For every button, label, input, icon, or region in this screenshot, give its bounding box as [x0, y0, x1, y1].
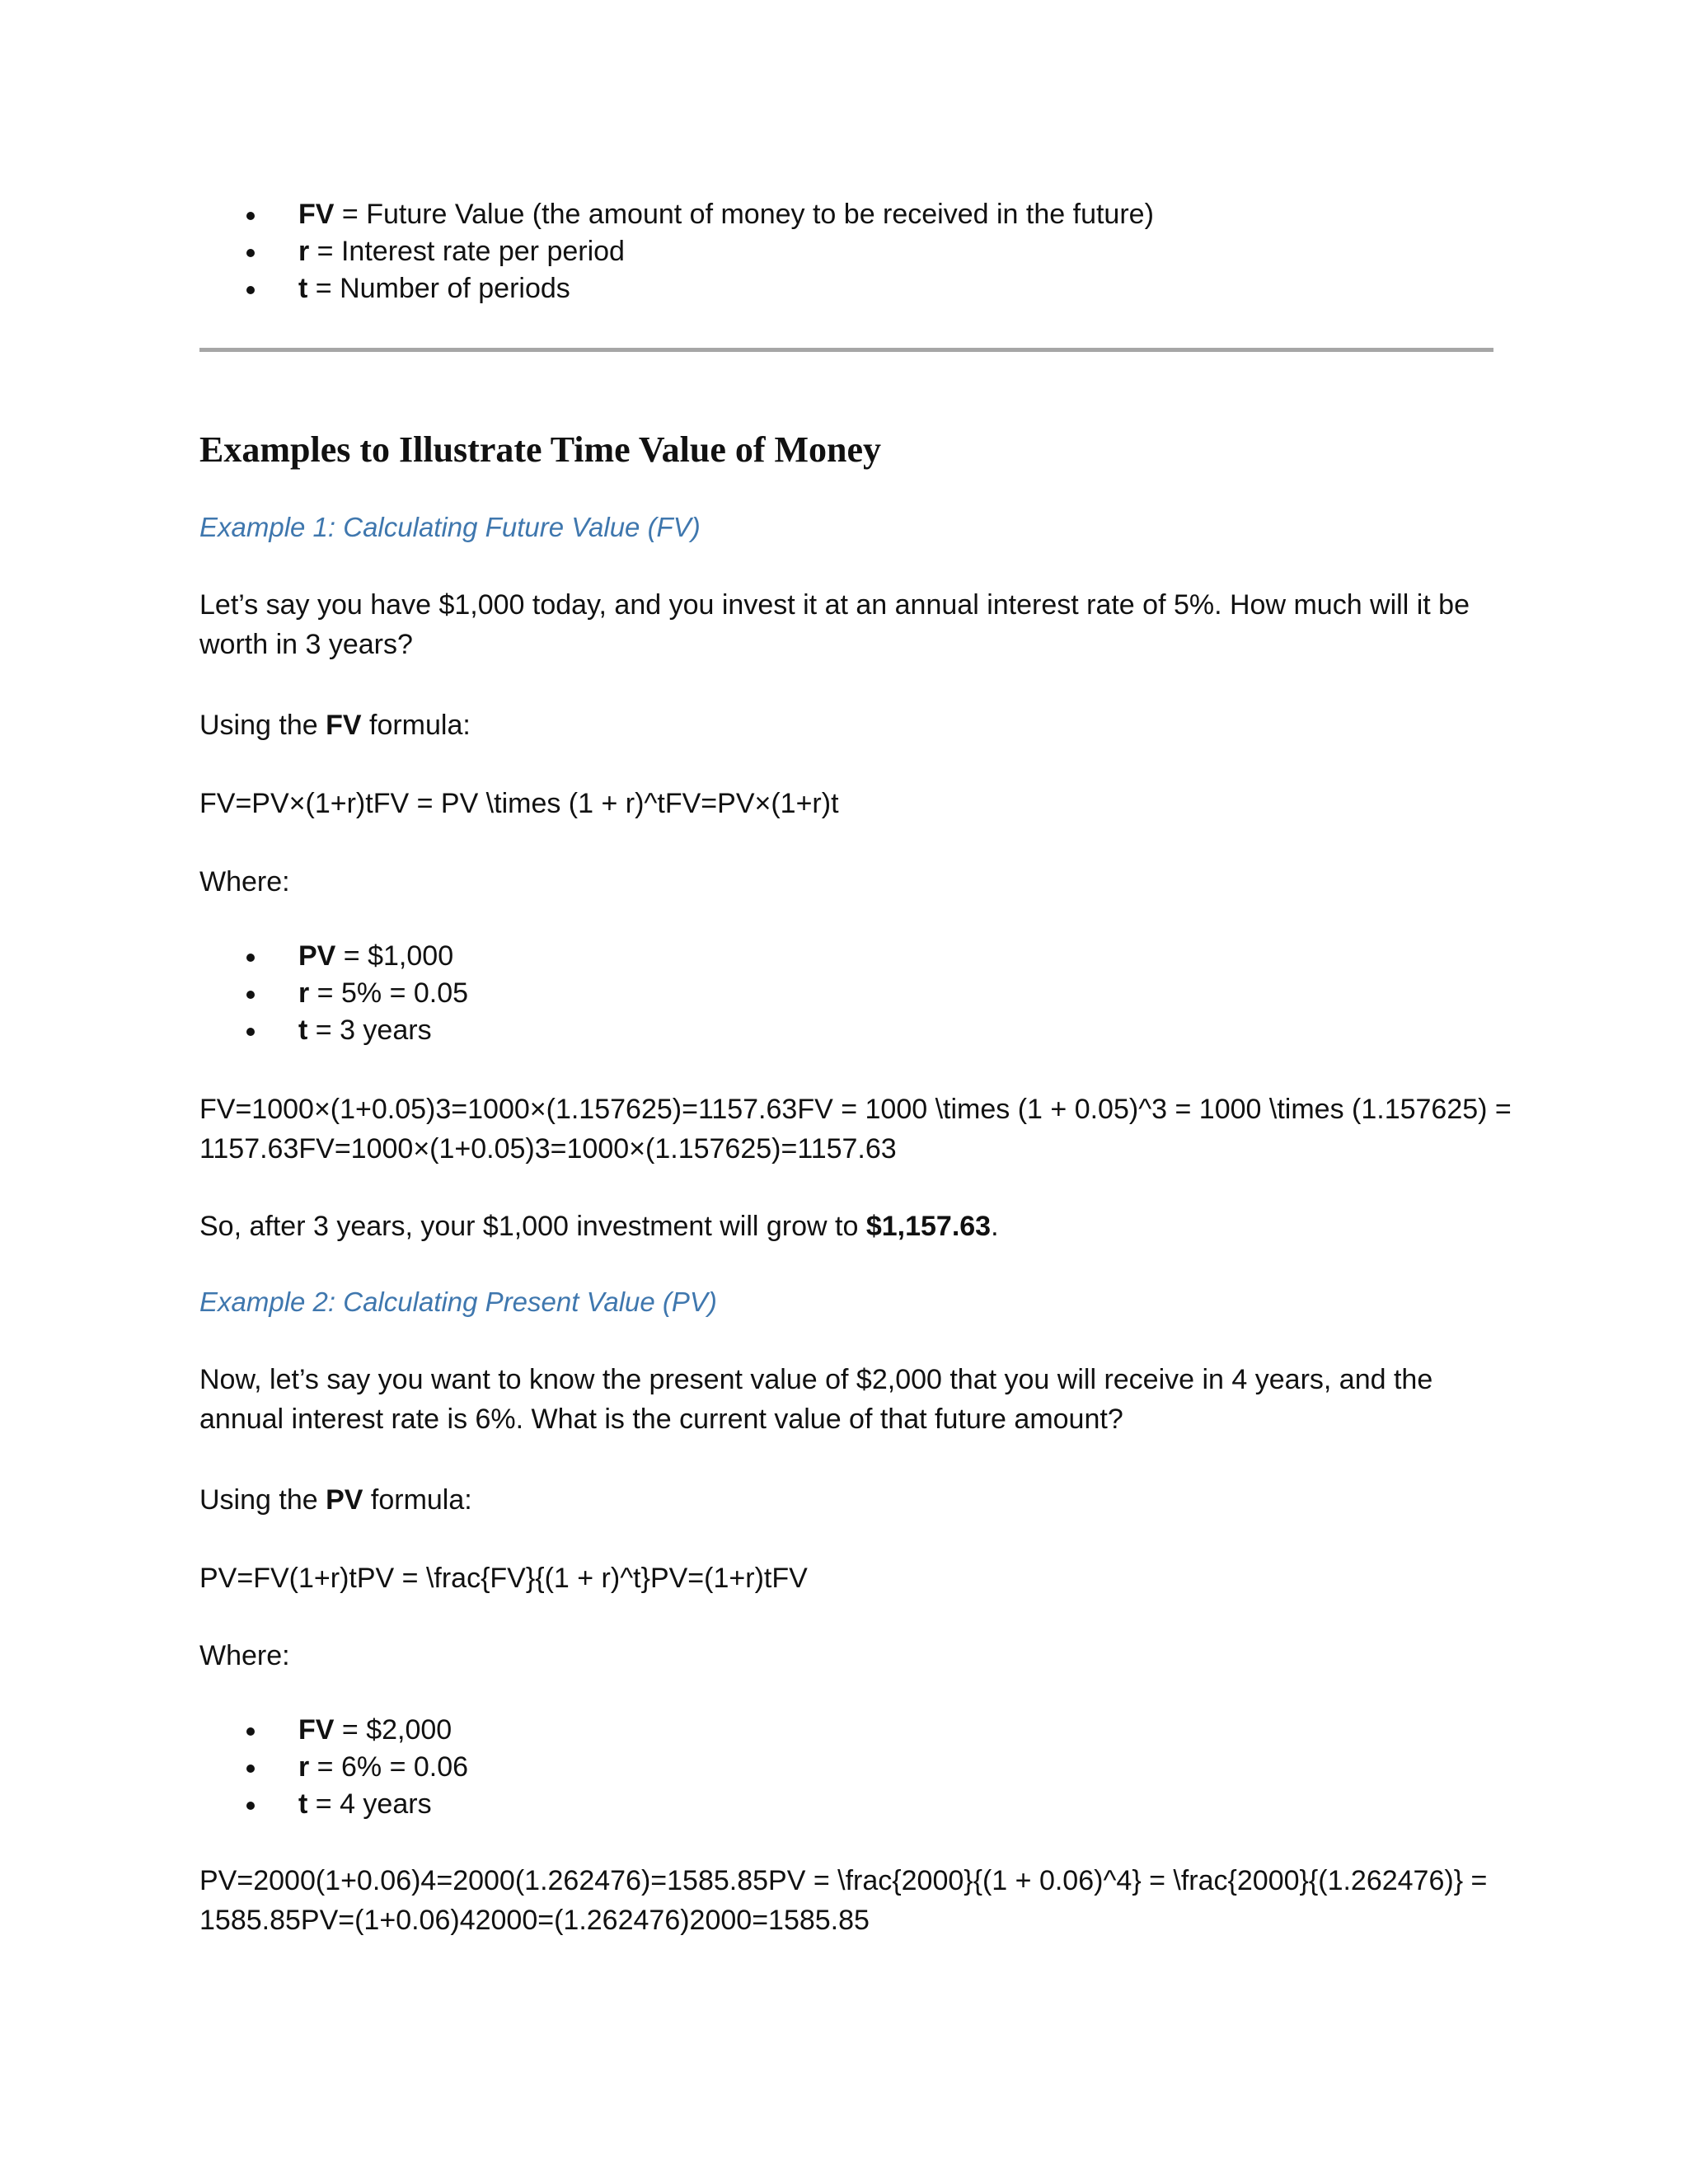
using-suffix: formula: [363, 1484, 472, 1516]
example1-calc-line1: FV=1000×(1+0.05)3=1000×(1.157625)=1157.63FV = 1000 \times (1 + 0.05)^3 = 1000 \times (1.157625) = [199, 1094, 1512, 1125]
example2-where: Where: [199, 1640, 290, 1671]
example1-calc-line2: 1157.63FV=1000×(1+0.05)3=1000×(1.157625)=1157.63 [199, 1133, 897, 1165]
example2-intro: Now, let’s say you want to know the present value of $2,000 that you will receive in 4 years, and the annual interest rate is 6%. What is the current value of that future amount? [199, 1364, 1433, 1435]
list-item-term: t [298, 1015, 308, 1046]
example2-heading: Example 2: Calculating Present Value (PV) [199, 1286, 717, 1317]
result-suffix: . [991, 1211, 999, 1242]
list-item [199, 1786, 468, 1823]
example1-result [199, 1207, 999, 1246]
list-item-term: FV [298, 1714, 335, 1746]
list-item-term: t [298, 273, 308, 304]
list-item-desc: = Interest rate per period [309, 236, 625, 267]
using-prefix: Using the [199, 1484, 326, 1516]
example2-using-formula [199, 1480, 472, 1520]
using-prefix: Using the [199, 710, 326, 741]
example1-using-formula [199, 705, 471, 745]
list-item [199, 1749, 468, 1786]
list-item-desc: = 6% = 0.06 [309, 1751, 469, 1783]
list-item [199, 196, 1154, 233]
example1-heading: Example 1: Calculating Future Value (FV) [199, 512, 701, 542]
list-item [199, 233, 1154, 270]
list-item-desc: = 4 years [307, 1788, 432, 1820]
horizontal-rule [199, 348, 1493, 352]
section-title: Examples to Illustrate Time Value of Money [199, 429, 882, 470]
list-item [199, 938, 468, 975]
using-suffix: formula: [361, 710, 471, 741]
list-item [199, 1012, 468, 1049]
example2-variable-list [199, 1712, 468, 1823]
list-item-term: r [298, 977, 310, 1009]
list-item-desc: = 3 years [307, 1015, 432, 1046]
using-term: FV [326, 710, 362, 741]
example1-intro: Let’s say you have $1,000 today, and you invest it at an annual interest rate of 5%. How much will it be worth in 3 years? [199, 589, 1470, 660]
list-item [199, 975, 468, 1012]
list-item-desc: = Number of periods [307, 273, 570, 304]
example1-variable-list [199, 938, 468, 1049]
example2-formula: PV=FV(1+r)tPV = \frac{FV}{(1 + r)^t}PV=(1+r)tFV [199, 1563, 808, 1594]
example2-calc-line1: PV=2000(1+0.06)4=2000(1.262476)=1585.85PV = \frac{2000}{(1 + 0.06)^4} = \frac{2000}{(1.262476)} = [199, 1865, 1488, 1896]
definition-list [199, 196, 1154, 307]
using-term: PV [326, 1484, 363, 1516]
list-item-term: FV [298, 199, 335, 230]
list-item-term: PV [298, 940, 336, 972]
list-item-desc: = $1,000 [335, 940, 454, 972]
list-item-term: t [298, 1788, 308, 1820]
list-item-desc: = Future Value (the amount of money to be received in the future) [334, 199, 1154, 230]
list-item-desc: = 5% = 0.05 [309, 977, 469, 1009]
example1-where: Where: [199, 866, 290, 898]
list-item-desc: = $2,000 [334, 1714, 452, 1746]
result-prefix: So, after 3 years, your $1,000 investment will grow to [199, 1211, 866, 1242]
list-item [199, 270, 1154, 307]
example1-formula: FV=PV×(1+r)tFV = PV \times (1 + r)^tFV=PV×(1+r)t [199, 788, 839, 819]
list-item-term: r [298, 236, 310, 267]
list-item [199, 1712, 468, 1749]
example2-calc-line2: 1585.85PV=(1+0.06)42000=(1.262476)2000=1585.85 [199, 1905, 870, 1936]
list-item-term: r [298, 1751, 310, 1783]
result-value: $1,157.63 [865, 1211, 992, 1242]
